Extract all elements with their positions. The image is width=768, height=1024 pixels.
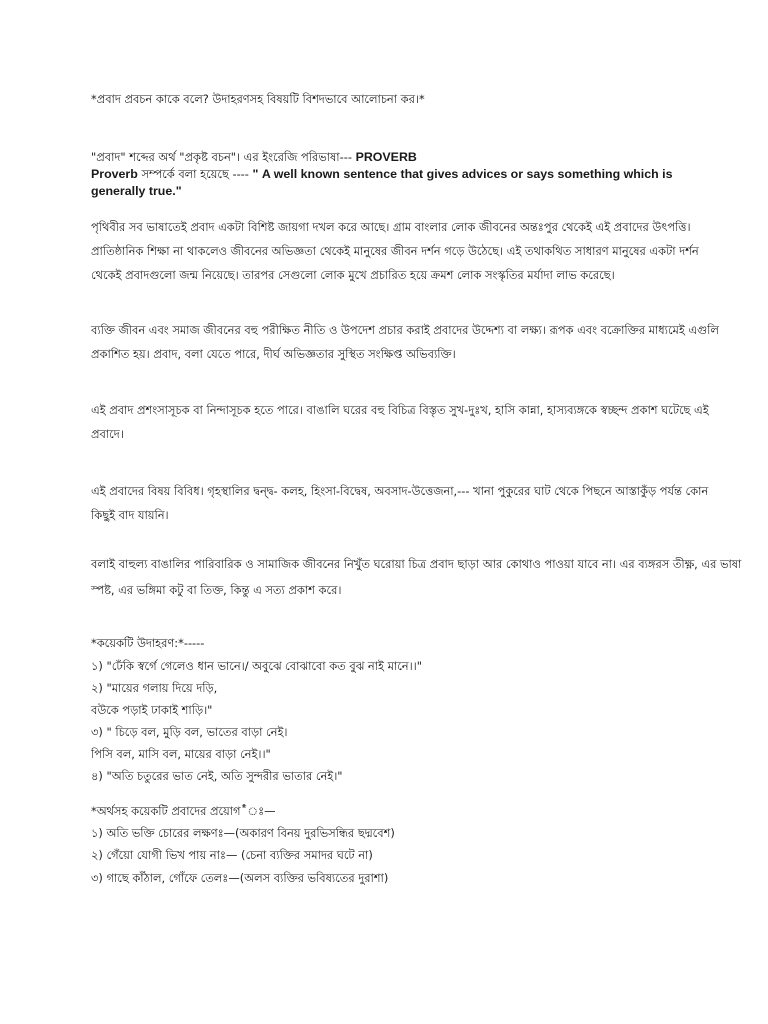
usage-line: ১) অতি ভক্তি চোরের লক্ষণঃ—(অকারণ বিনয় দুরভিসন্ধির ছদ্মবেশ) bbox=[91, 826, 395, 840]
paragraph-1-line-1: পৃথিবীর সব ভাষাতেই প্রবাদ একটা বিশিষ্ট জায়গা দখল করে আছে। গ্রাম বাংলার লোক জীবনের অন্তঃপুর থেকেই এই প্রবাদের উৎপত্তি। bbox=[91, 220, 691, 234]
definition-said-text: সম্পর্কে বলা হয়েছে ---- bbox=[141, 167, 249, 181]
definition-english-quote: " A well known sentence that gives advices or says something which is bbox=[252, 167, 673, 181]
question-heading: *প্রবাদ প্রবচন কাকে বলে? উদাহরণসহ বিষয়টি বিশদভাবে আলোচনা কর।* bbox=[91, 92, 425, 106]
examples-heading: *কয়েকটি উদাহরণ:*----- bbox=[91, 636, 205, 650]
usage-line: ৩) গাছে কাঁঠাল, গোঁফে তেলঃ—(অলস ব্যক্তির ভবিষ্যতের দুরাশা) bbox=[91, 871, 389, 885]
example-line: ২) "মায়ের গলায় দিয়ে দড়ি, bbox=[91, 681, 218, 695]
definition-line-2 bbox=[91, 167, 672, 181]
definition-proverb-word: PROVERB bbox=[355, 150, 417, 164]
definition-line-3: generally true." bbox=[91, 184, 182, 198]
paragraph-5-line-2: স্পষ্ট, এর ভঙ্গিমা কটু বা তিক্ত, কিন্তু এ সত্য প্রকাশ করে। bbox=[91, 583, 342, 597]
definition-line-1 bbox=[91, 150, 417, 164]
paragraph-1-line-2: প্রাতিষ্ঠানিক শিক্ষা না থাকলেও জীবনের অভিজ্ঞতা থেকেই মানুষের জীবন দর্শন গড়ে উঠেছে। এই তথাকথিত সাধারণ মানুষের একটা দর্শন bbox=[91, 244, 699, 258]
definition-bn-text: "প্রবাদ" শব্দের অর্থ "প্রকৃষ্ট বচন"। এর ইংরেজি পরিভাষা--- bbox=[91, 150, 352, 164]
example-line: পিসি বল, মাসি বল, মায়ের বাড়া নেই।।" bbox=[91, 747, 271, 761]
paragraph-1-line-3: থেকেই প্রবাদগুলো জন্ম নিয়েছে। তারপর সেগুলো লোক মুখে প্রচারিত হয়ে ক্রমশ লোক সংস্কৃতির মর্যাদা লাভ করেছে। bbox=[91, 268, 615, 282]
paragraph-5-line-1: বলাই বাহুল্য বাঙালির পারিবারিক ও সামাজিক জীবনের নিখুঁত ঘরোয়া চিত্র প্রবাদ ছাড়া আর কোথাও পাওয়া যাবে না। এর ব্যঙ্গরস তীক্ষ্ণ, এর ভাষা bbox=[91, 557, 742, 571]
example-line: ৩) " চিড়ে বল, মুড়ি বল, ভাতের বাড়া নেই। bbox=[91, 725, 288, 739]
example-line: বউকে পড়াই ঢাকাই শাড়ি।" bbox=[91, 703, 213, 717]
definition-proverb-start: Proverb bbox=[91, 167, 138, 181]
example-line: ৪) "অতি চতুরের ভাত নেই, অতি সুন্দরীর ভাতার নেই।" bbox=[91, 769, 343, 783]
paragraph-2-line-2: প্রকাশিত হয়। প্রবাদ, বলা যেতে পারে, দীর্ঘ অভিজ্ঞতার সুস্থিত সংক্ষিপ্ত অভিব্যক্তি। bbox=[91, 347, 456, 361]
example-line: ১) "ঢেঁকি স্বর্গে গেলেও ধান ভানে।/ অবুঝে বোঝাবো কত বুঝ নাই মানে।।" bbox=[91, 659, 422, 673]
paragraph-4-line-2: কিছুই বাদ যায়নি। bbox=[91, 508, 169, 522]
paragraph-2-line-1: ব্যক্তি জীবন এবং সমাজ জীবনের বহু পরীক্ষিত নীতি ও উপদেশ প্রচার করাই প্রবাদের উদ্দেশ্য বা লক্ষ্য। রূপক এবং বক্রোক্তির মাধ্যমেই এগুলি bbox=[91, 323, 719, 337]
paragraph-4-line-1: এই প্রবাদের বিষয় বিবিধ। গৃহস্থালির দ্বন্দ্ব- কলহ, হিংসা-বিদ্বেষ, অবসাদ-উত্তেজনা,--- খানা পুকুরের ঘাট থেকে পিছনে আস্তাকুঁড় পর্যন্ত কোন bbox=[91, 484, 709, 498]
usage-line: ২) গেঁয়ো যোগী ভিখ পায় নাঃ— (চেনা ব্যক্তির সমাদর ঘটে না) bbox=[91, 848, 373, 862]
usage-heading: *অর্থসহ কয়েকটি প্রবাদের প্রয়োগ*ঃ— bbox=[91, 804, 276, 818]
paragraph-3-line-1: এই প্রবাদ প্রশংসাসূচক বা নিন্দাসূচক হতে পারে। বাঙালি ঘরের বহু বিচিত্র বিস্তৃত সুখ-দুঃখ, হাসি কান্না, হাস্যব্যঙ্গকে স্বচ্ছন্দ প্রকাশ ঘটেছে এই bbox=[91, 403, 709, 417]
paragraph-3-line-2: প্রবাদে। bbox=[91, 427, 124, 441]
